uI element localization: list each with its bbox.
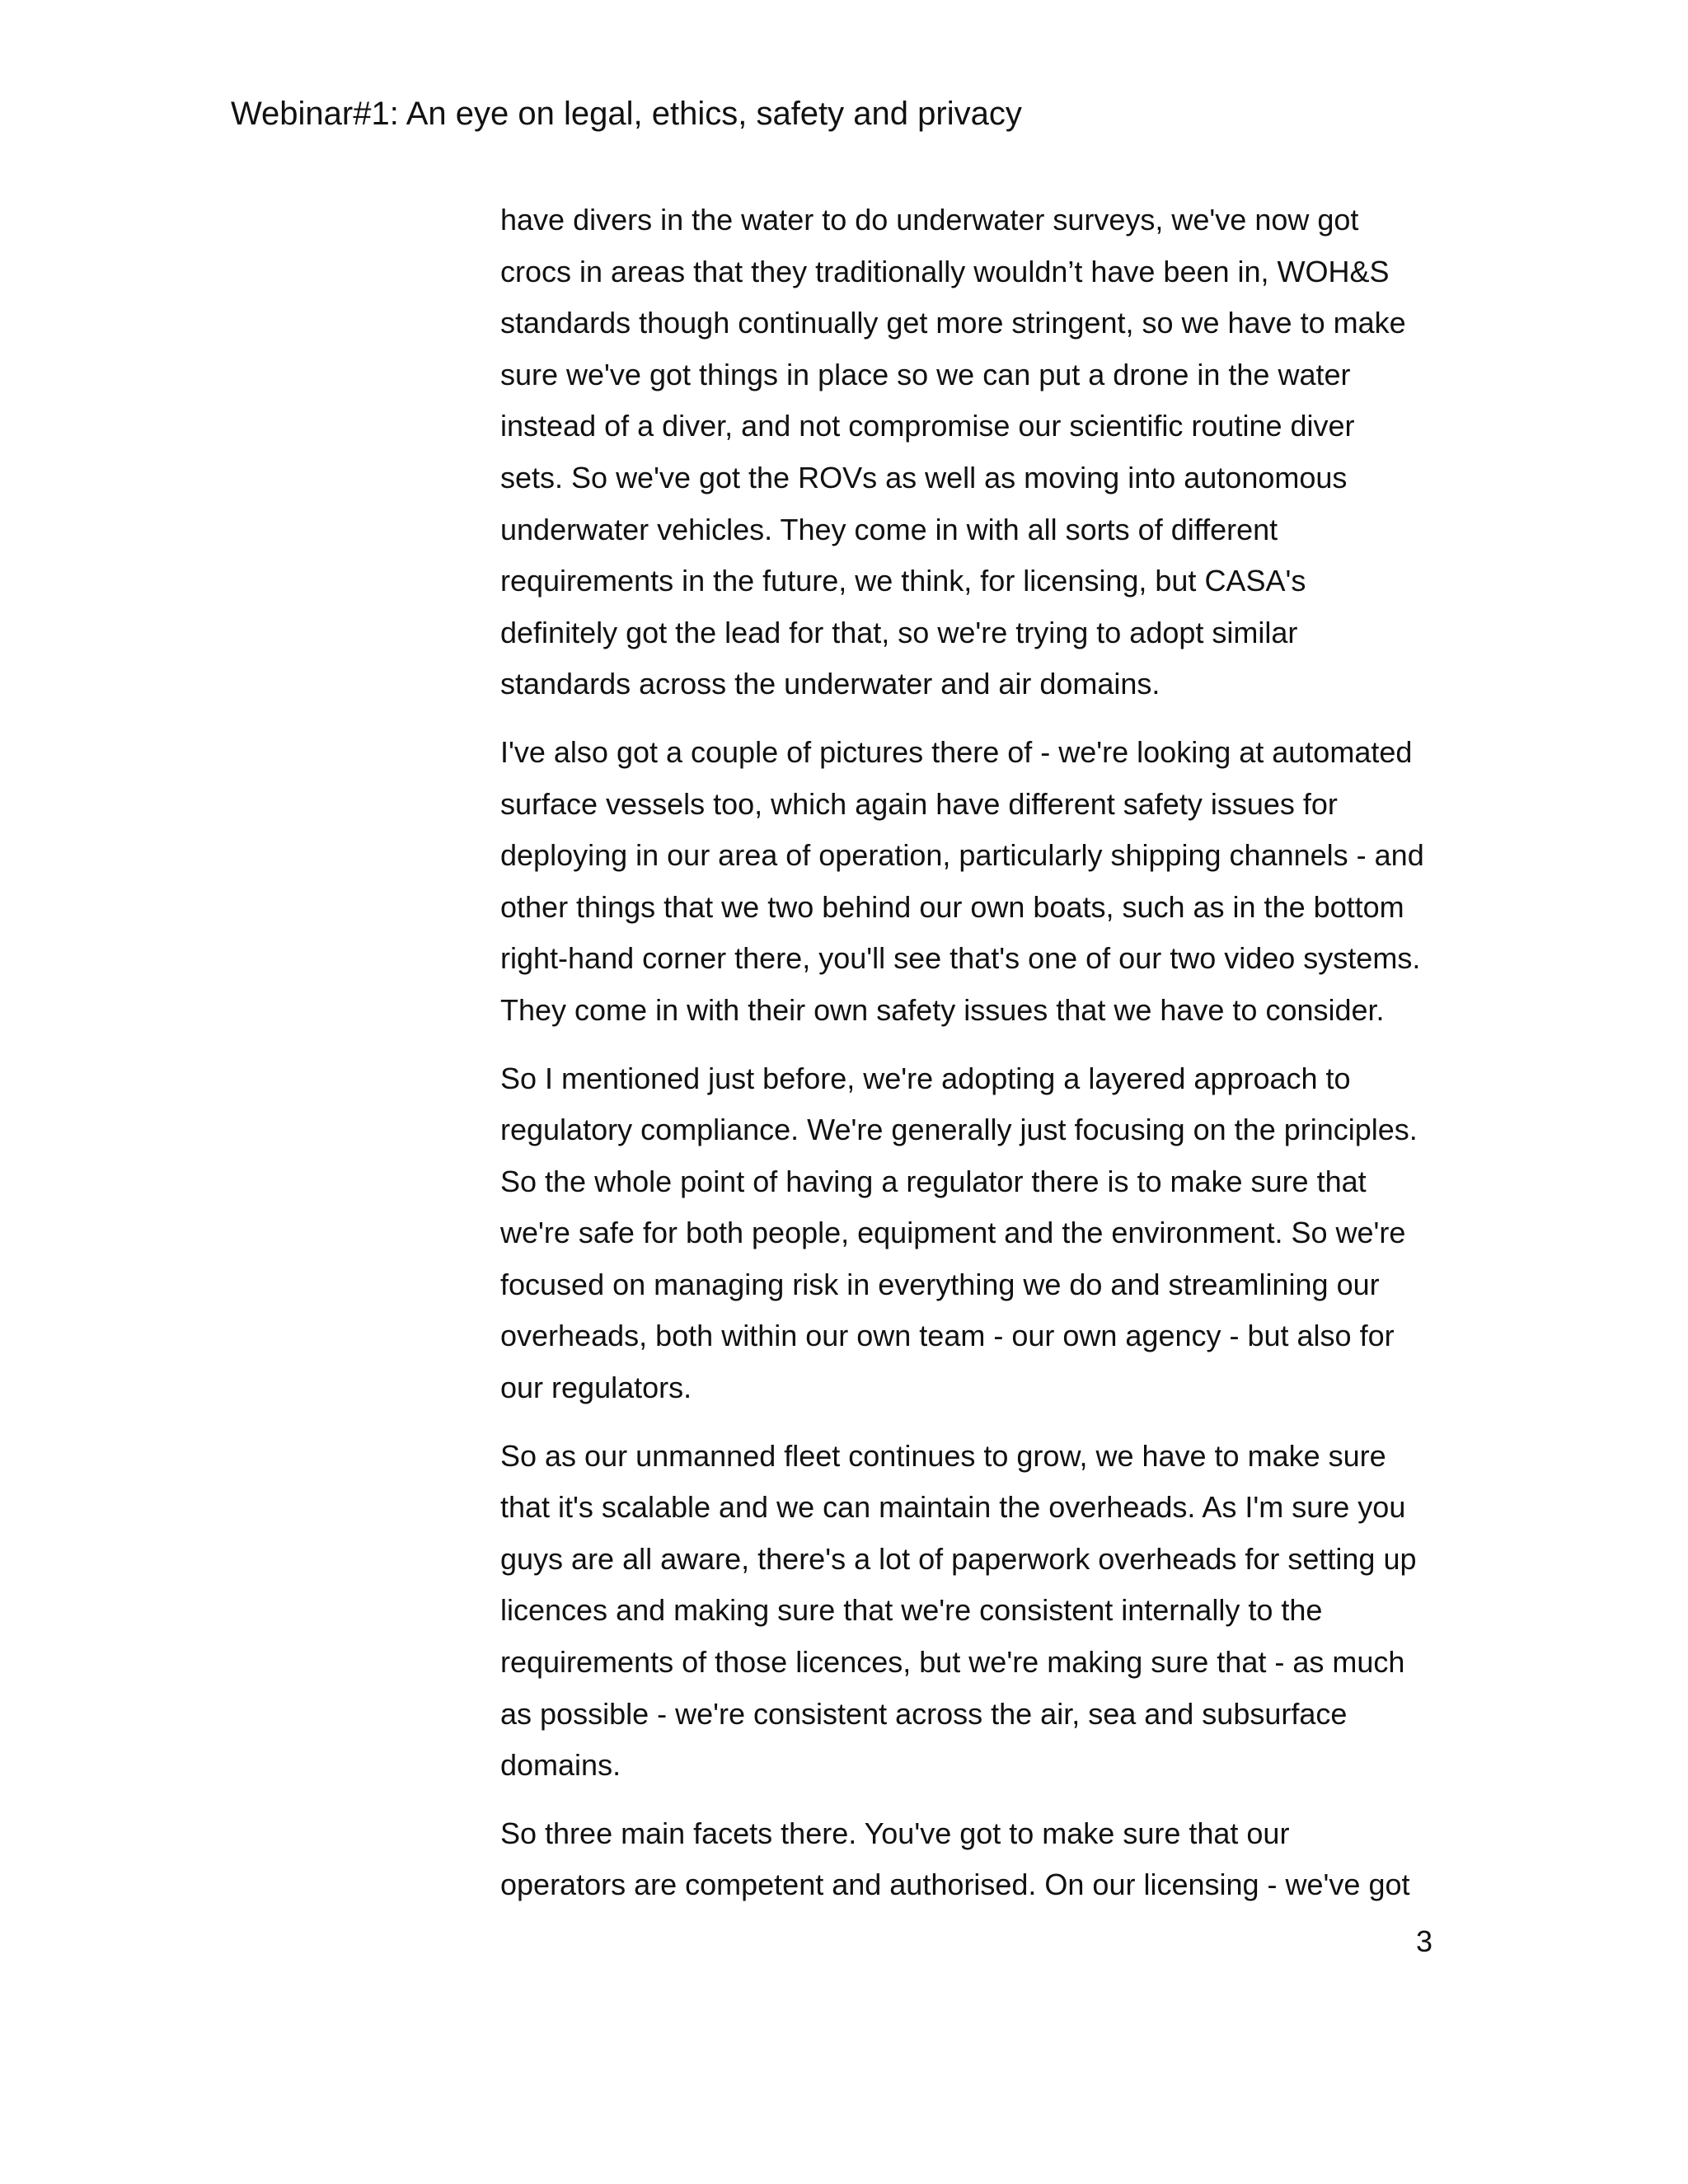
- text-line: our regulators.: [500, 1371, 692, 1405]
- text-line: guys are all aware, there's a lot of paperwork overheads for setting up: [500, 1541, 1417, 1576]
- text-line: standards though continually get more stringent, so we have to make: [500, 306, 1406, 340]
- text-line: that it's scalable and we can maintain the overheads. As I'm sure you: [500, 1490, 1406, 1525]
- text-line: definitely got the lead for that, so we're trying to adopt similar: [500, 615, 1298, 649]
- text-line: we're safe for both people, equipment and the environment. So we're: [500, 1216, 1406, 1250]
- text-line: right-hand corner there, you'll see that's one of our two video systems.: [500, 941, 1421, 976]
- paragraph: [500, 1053, 1448, 1414]
- text-line: other things that we two behind our own boats, such as in the bottom: [500, 889, 1404, 924]
- document-body: [500, 194, 1448, 1928]
- text-line: focused on managing risk in everything we do and streamlining our: [500, 1267, 1380, 1301]
- text-line: requirements in the future, we think, for licensing, but CASA's: [500, 564, 1306, 598]
- text-line: operators are competent and authorised. On our licensing - we've got: [500, 1868, 1410, 1902]
- text-line: domains.: [500, 1748, 621, 1783]
- text-line: So three main facets there. You've got to make sure that our: [500, 1816, 1290, 1850]
- text-line: I've also got a couple of pictures there of - we're looking at automated: [500, 734, 1413, 769]
- text-line: crocs in areas that they traditionally wouldn’t have been in, WOH&S: [500, 254, 1390, 288]
- paragraph: [500, 1808, 1448, 1911]
- paragraph: [500, 727, 1448, 1037]
- paragraph: [500, 1431, 1448, 1792]
- text-line: So as our unmanned fleet continues to grow, we have to make sure: [500, 1438, 1386, 1473]
- paragraph: [500, 194, 1448, 710]
- text-line: sure we've got things in place so we can put a drone in the water: [500, 357, 1351, 391]
- text-line: underwater vehicles. They come in with all sorts of different: [500, 512, 1278, 546]
- text-line: licences and making sure that we're consistent internally to the: [500, 1593, 1323, 1628]
- text-line: sets. So we've got the ROVs as well as moving into autonomous: [500, 460, 1348, 494]
- text-line: overheads, both within our own team - our own agency - but also for: [500, 1319, 1395, 1353]
- text-line: instead of a diver, and not compromise our scientific routine diver: [500, 409, 1355, 443]
- text-line: requirements of those licences, but we're making sure that - as much: [500, 1645, 1405, 1680]
- text-line: have divers in the water to do underwater surveys, we've now got: [500, 203, 1359, 237]
- text-line: surface vessels too, which again have different safety issues for: [500, 786, 1338, 821]
- text-line: deploying in our area of operation, particularly shipping channels - and: [500, 838, 1424, 873]
- text-line: regulatory compliance. We're generally just focusing on the principles.: [500, 1113, 1418, 1147]
- running-header: Webinar#1: An eye on legal, ethics, safety and privacy: [231, 96, 1022, 132]
- text-line: So the whole point of having a regulator there is to make sure that: [500, 1164, 1367, 1198]
- text-line: They come in with their own safety issues that we have to consider.: [500, 992, 1385, 1027]
- text-line: as possible - we're consistent across the air, sea and subsurface: [500, 1696, 1348, 1731]
- text-line: standards across the underwater and air domains.: [500, 667, 1160, 701]
- page-number: 3: [1416, 1924, 1433, 1958]
- text-line: So I mentioned just before, we're adopting a layered approach to: [500, 1061, 1351, 1095]
